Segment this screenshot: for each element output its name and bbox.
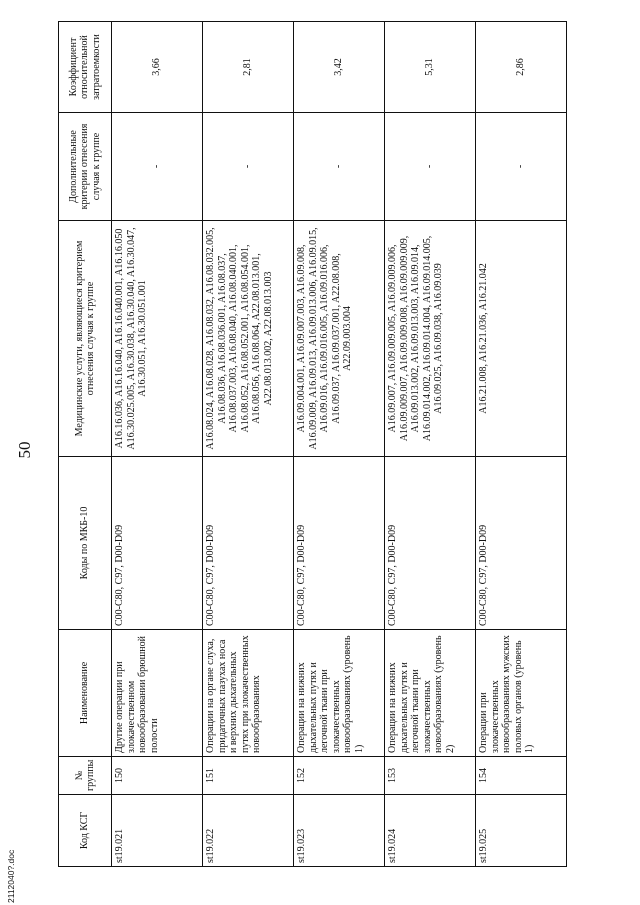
table-row bbox=[294, 22, 385, 867]
table-header-row bbox=[59, 22, 112, 867]
cell-name: Операции на нижних дыхательных путях и легочной ткани при злокачественных новообразованиях (уровень 2) bbox=[385, 630, 476, 757]
table-row bbox=[476, 22, 567, 867]
header-extra-criteria: Дополнительные критерии отнесения случая к группе bbox=[59, 113, 112, 221]
header-mkb-codes: Коды по МКБ-10 bbox=[59, 457, 112, 630]
header-name: Наименование bbox=[59, 630, 112, 757]
cell-mkb-codes: C00-C80, C97, D00-D09 bbox=[385, 457, 476, 630]
ksg-table bbox=[58, 21, 567, 867]
cell-mkb-codes: C00-C80, C97, D00-D09 bbox=[203, 457, 294, 630]
table-row bbox=[203, 22, 294, 867]
cell-code: st19.023 bbox=[294, 795, 385, 867]
header-services: Медицинские услуги, являющиеся критерием отнесения случая к группе bbox=[59, 221, 112, 457]
cell-code: st19.025 bbox=[476, 795, 567, 867]
cell-extra-criteria: - bbox=[385, 113, 476, 221]
table-row bbox=[385, 22, 476, 867]
cell-coefficient: 5,31 bbox=[385, 22, 476, 113]
cell-services: A16.21.008, A16.21.036, A16.21.042 bbox=[476, 221, 567, 457]
cell-mkb-codes: C00-C80, C97, D00-D09 bbox=[476, 457, 567, 630]
cell-extra-criteria: - bbox=[294, 113, 385, 221]
cell-extra-criteria: - bbox=[476, 113, 567, 221]
cell-mkb-codes: C00-C80, C97, D00-D09 bbox=[294, 457, 385, 630]
cell-coefficient: 2,81 bbox=[203, 22, 294, 113]
table-row bbox=[112, 22, 203, 867]
cell-name: Операции на нижних дыхательных путях и легочной ткани при злокачественных новообразованиях (уровень 1) bbox=[294, 630, 385, 757]
cell-services: A16.09.004.001, A16.09.007.003, A16.09.008, A16.09.009, A16.09.013, A16.09.013.006, A16.09.015, A16.09.016, A16.09.016.005, A16.09.016.006, A16.09.037, A16.09.037.001, A22.08.008, A22.09.003.004 bbox=[294, 221, 385, 457]
header-coefficient: Коэффициент относительной затратоемкости bbox=[59, 22, 112, 113]
cell-name: Операции при злокачественных новообразованиях мужских половых органов (уровень 1) bbox=[476, 630, 567, 757]
cell-group-number: 154 bbox=[476, 757, 567, 795]
cell-code: st19.024 bbox=[385, 795, 476, 867]
cell-group-number: 153 bbox=[385, 757, 476, 795]
page-number: 50 bbox=[15, 441, 34, 459]
header-code: Код КСГ bbox=[59, 795, 112, 867]
cell-mkb-codes: C00-C80, C97, D00-D09 bbox=[112, 457, 203, 630]
cell-extra-criteria: - bbox=[203, 113, 294, 221]
cell-name: Другие операции при злокачественном новообразовании брюшной полости bbox=[112, 630, 203, 757]
cell-services: A16.09.007, A16.09.009.005, A16.09.009.006, A16.09.009.007, A16.09.009.008, A16.09.009.009, A16.09.013.002, A16.09.013.003, A16.09.014, A16.09.014.002, A16.09.014.004, A16.09.014.005, A16.09.025, A16.09.038, A16.09.039 bbox=[385, 221, 476, 457]
cell-coefficient: 2,86 bbox=[476, 22, 567, 113]
cell-services: A16.08.024, A16.08.028, A16.08.032, A16.08.032.005, A16.08.036, A16.08.036.001, A16.08.037, A16.08.037.003, A16.08.040, A16.08.040.001, A16.08.052, A16.08.052.001, A16.08.054.001, A16.08.056, A16.08.064, A22.08.013.001, A22.08.013.002, A22.08.013.003 bbox=[203, 221, 294, 457]
cell-group-number: 152 bbox=[294, 757, 385, 795]
cell-coefficient: 3,42 bbox=[294, 22, 385, 113]
footer-filename: 2112040?.doc bbox=[6, 849, 16, 903]
header-group-number: № группы bbox=[59, 757, 112, 795]
cell-code: st19.022 bbox=[203, 795, 294, 867]
cell-group-number: 151 bbox=[203, 757, 294, 795]
cell-code: st19.021 bbox=[112, 795, 203, 867]
cell-name: Операции на органе слуха, придаточных пазухах носа и верхних дыхательных путях при злокачественных новообразованиях bbox=[203, 630, 294, 757]
cell-group-number: 150 bbox=[112, 757, 203, 795]
cell-services: A16.16.036, A16.16.040, A16.16.040.001, A16.16.050 A16.30.025.005, A16.30.038, A16.30.040, A16.30.047, A16.30.051, A16.30.051.001 bbox=[112, 221, 203, 457]
cell-coefficient: 3,66 bbox=[112, 22, 203, 113]
cell-extra-criteria: - bbox=[112, 113, 203, 221]
